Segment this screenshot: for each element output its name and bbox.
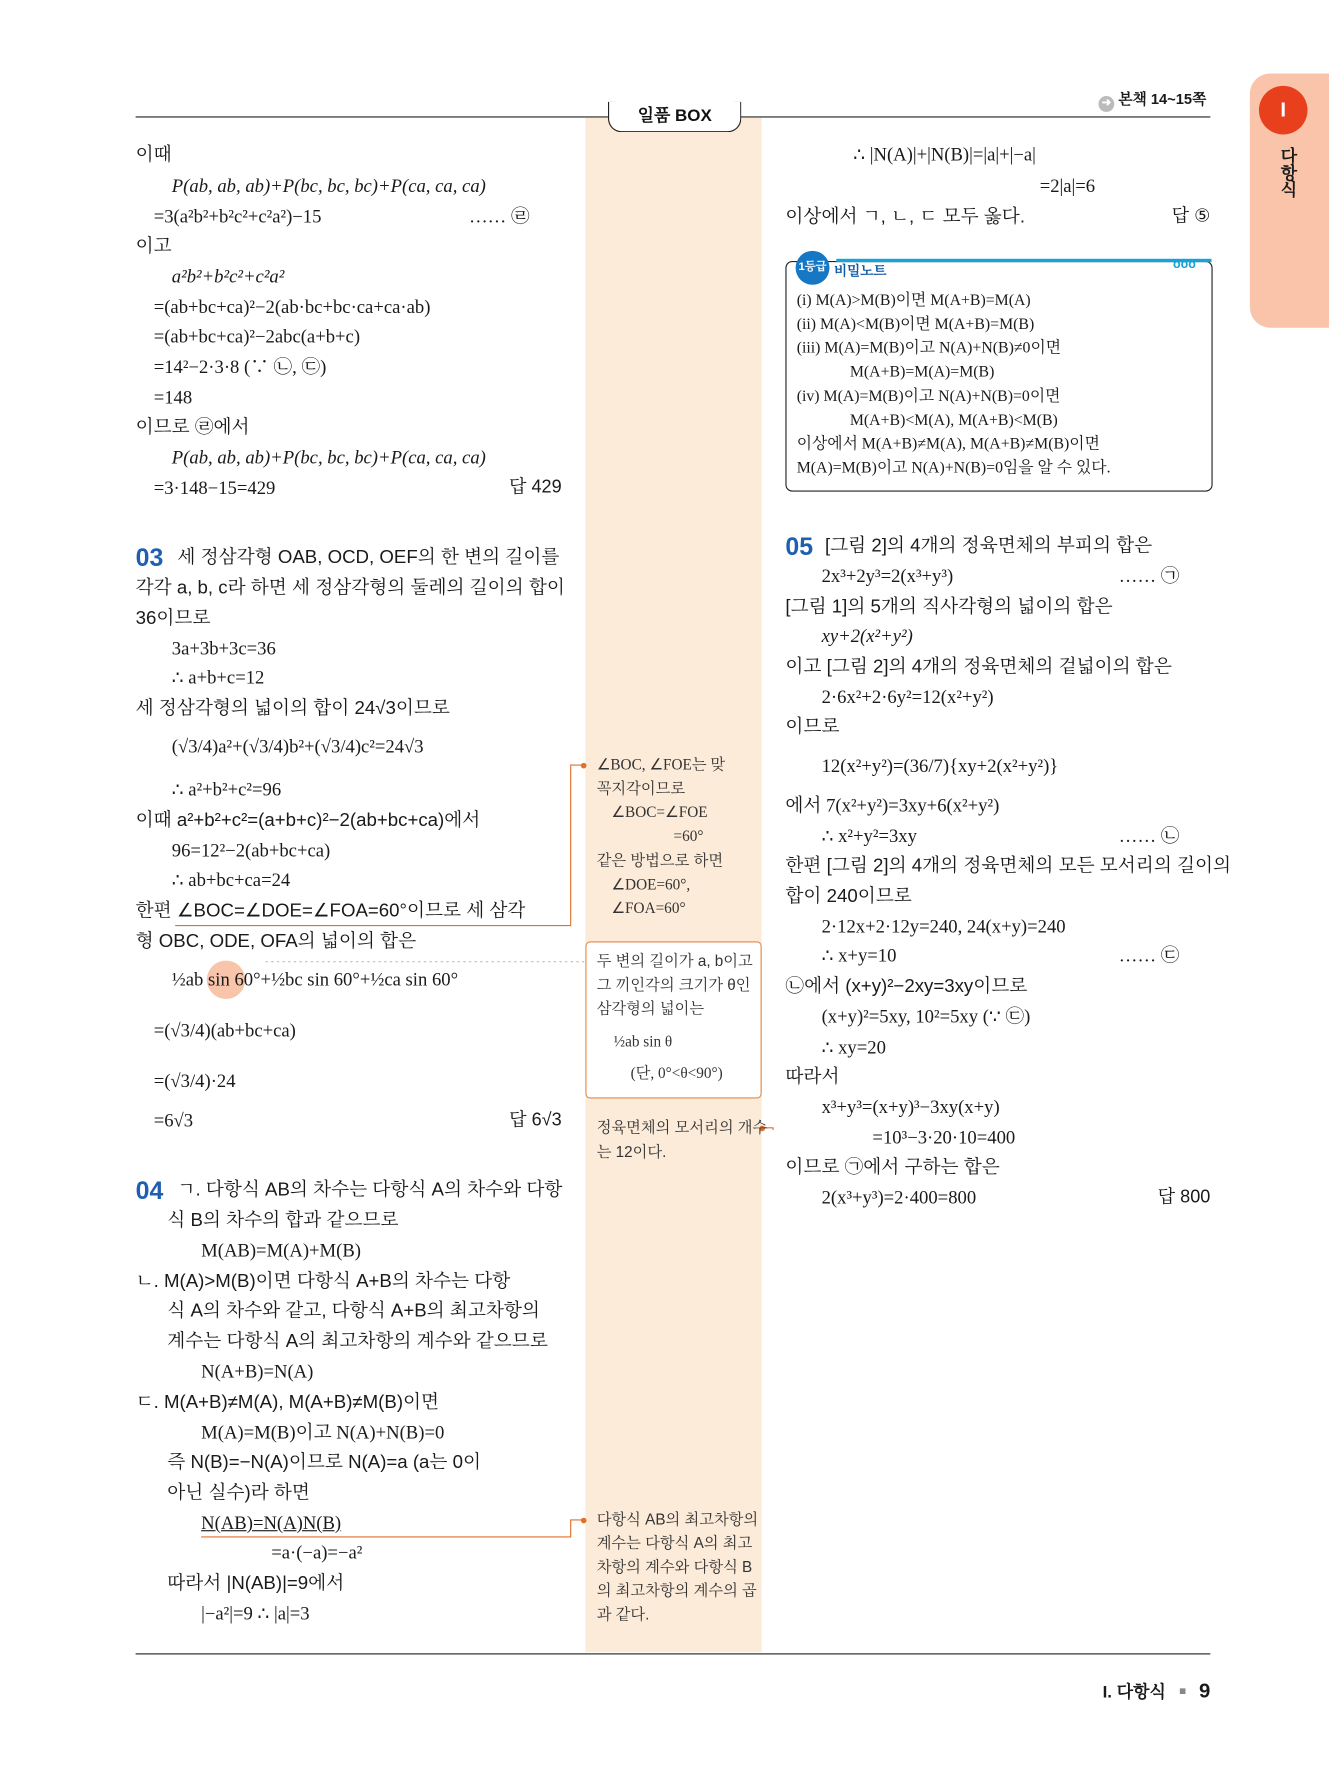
math-line: ∴ a+b+c=12 <box>171 666 265 689</box>
math-line: ∴ ab+bc+ca=24 <box>171 869 291 891</box>
text-line: 이므로 <box>785 716 840 737</box>
math-line: 에서 7(x²+y²)=3xy+6(x²+y²) <box>785 794 1000 816</box>
problem-number: 04 <box>135 1176 164 1205</box>
grade-badge: 1등급 <box>796 251 830 285</box>
math-line: x³+y³=(x+y)³−3xy(x+y) <box>821 1096 1000 1118</box>
footer-rule <box>136 1653 1211 1654</box>
math-line: P(ab, ab, ab)+P(bc, bc, bc)+P(ca, ca, ca) <box>171 175 486 197</box>
math-line: =3(a²b²+b²c²+c²a²)−15 <box>153 205 322 228</box>
math-line: 96=12²−2(ab+bc+ca) <box>171 839 331 862</box>
text-line: 계수는 다항식 A의 최고차항의 계수와 같으므로 <box>167 1331 548 1352</box>
side-note-line: 차항의 계수와 다항식 B <box>596 1558 753 1576</box>
math-line: ∴ a²+b²+c²=96 <box>171 778 282 801</box>
formula-line: 두 변의 길이가 a, b이고 <box>596 952 753 970</box>
answer-label: 답 429 <box>508 478 562 498</box>
text-line: 이므로 ㉣에서 <box>135 417 250 438</box>
page-number: 9 <box>1199 1679 1211 1702</box>
math-line: =(√3/4)·24 <box>153 1070 236 1092</box>
math-line: =(ab+bc+ca)²−2(ab·bc+bc·ca+ca·ab) <box>153 296 431 318</box>
chain-icon: ooo <box>1173 257 1196 272</box>
note-line: (iv) M(A)=M(B)이고 N(A)+N(B)=0이면 <box>796 388 1061 406</box>
text-line: ㄱ. 다항식 AB의 차수는 다항식 A의 차수와 다항 <box>177 1179 563 1201</box>
text-line: 식 A의 차수와 같고, 다항식 A+B의 최고차항의 <box>167 1300 540 1322</box>
text-line: [그림 1]의 5개의 직사각형의 넓이의 합은 <box>785 596 1113 618</box>
math-line: =6√3 <box>153 1109 194 1132</box>
chapter-number: I <box>1259 86 1308 135</box>
math-line: =10³−3·20·10=400 <box>872 1126 1016 1149</box>
note-line: 이상에서 M(A+B)≠M(A), M(A+B)≠M(B)이면 <box>796 436 1100 454</box>
math-line: ∴ xy=20 <box>821 1036 886 1058</box>
side-note-line: 정육면체의 모서리의 개수 <box>596 1118 768 1136</box>
page-ref-text: 본책 14~15쪽 <box>1118 90 1207 108</box>
math-line: ∴ x+y=10 <box>821 944 897 967</box>
note-line: M(A+B)=M(A)=M(B) <box>849 363 995 381</box>
note-line: (i) M(A)>M(B)이면 M(A+B)=M(A) <box>796 292 1031 310</box>
side-note-line: 의 최고차항의 계수의 곱 <box>596 1582 757 1600</box>
text-line: 아닌 실수)라 하면 <box>167 1482 310 1504</box>
equation-marker: …… ㉡ <box>1118 824 1180 847</box>
connector-dot <box>581 763 587 769</box>
text-line: 합이 240이므로 <box>785 885 912 907</box>
math-line: M(AB)=M(A)+M(B) <box>201 1239 361 1262</box>
math-line: 2(x³+y³)=2·400=800 <box>821 1186 977 1209</box>
math-line: 3a+3b+3c=36 <box>171 637 276 659</box>
side-note-line: ∠BOC, ∠FOE는 맞 <box>596 756 726 773</box>
text-line: 즉 N(B)=−N(A)이므로 N(A)=a (a는 0이 <box>167 1452 482 1473</box>
text-line: 36이므로 <box>135 607 211 629</box>
problem-number: 05 <box>785 532 814 561</box>
text-line: ㉡에서 (x+y)²−2xy=3xy이므로 <box>785 976 1028 997</box>
math-line: N(AB)=N(A)N(B) <box>201 1512 342 1534</box>
math-line: ∴ x²+y²=3xy <box>821 824 917 847</box>
side-note-line: 는 12이다. <box>596 1143 667 1161</box>
equation-marker: …… ㉢ <box>1118 944 1180 967</box>
side-note-line: 다항식 AB의 최고차항의 <box>596 1510 759 1528</box>
text-line: 각각 a, b, c라 하면 세 정삼각형의 둘레의 길이의 합이 <box>135 577 565 598</box>
note-line: M(A)=M(B)이고 N(A)+N(B)=0임을 알 수 있다. <box>796 459 1111 477</box>
math-line: a²b²+b²c²+c²a² <box>171 265 285 288</box>
note-line: (iii) M(A)=M(B)이고 N(A)+N(B)≠0이면 <box>796 340 1062 358</box>
math-line: 2·12x+2·12y=240, 24(x+y)=240 <box>821 915 1066 937</box>
text-line: 이고 [그림 2]의 4개의 정육면체의 겉넓이의 합은 <box>785 656 1172 677</box>
math-line: =148 <box>153 386 193 408</box>
math-line: (x+y)²=5xy, 10²=5xy (∵ ㉢) <box>821 1005 1031 1028</box>
math-line: (√3/4)a²+(√3/4)b²+(√3/4)c²=24√3 <box>171 735 424 758</box>
math-line: =a·(−a)=−a² <box>271 1541 363 1563</box>
side-note-line: 꼭지각이므로 <box>596 779 686 797</box>
text-line: 이때 <box>135 144 172 165</box>
text-line: 이상에서 ㄱ, ㄴ, ㄷ 모두 옳다. <box>785 206 1026 228</box>
text-line: [그림 2]의 4개의 정육면체의 부피의 합은 <box>824 535 1153 557</box>
text-line: 이때 a²+b²+c²=(a+b+c)²−2(ab+bc+ca)에서 <box>135 810 481 831</box>
text-line: ㄷ. M(A+B)≠M(A), M(A+B)≠M(B)이면 <box>135 1392 440 1413</box>
text-line: 형 OBC, ODE, OFA의 넓이의 합은 <box>135 931 417 952</box>
math-line: 12(x²+y²)=(36/7){xy+2(x²+y²)} <box>821 754 1059 777</box>
connector-line <box>201 1520 585 1537</box>
math-line: N(A+B)=N(A) <box>201 1360 314 1383</box>
formula-line: (단, 0°<θ<90°) <box>630 1064 723 1082</box>
chapter-title: 다항식 <box>1278 146 1298 198</box>
text-line: 세 정삼각형 OAB, OCD, OEF의 한 변의 길이를 <box>177 546 560 568</box>
math-line: =14²−2·3·8 (∵ ㉡, ㉢) <box>153 355 327 378</box>
box-label: 일품 BOX <box>608 102 741 133</box>
side-note-line: 과 같다. <box>596 1605 650 1623</box>
math-line: ½ab sin 60°+½bc sin 60°+½ca sin 60° <box>171 968 459 990</box>
math-line: xy+2(x²+y²) <box>821 624 913 647</box>
formula-line: ½ab sin θ <box>613 1032 673 1050</box>
math-line: 2·6x²+2·6y²=12(x²+y²) <box>821 685 994 708</box>
side-note-line: ∠FOA=60° <box>611 899 686 917</box>
side-note-line: 같은 방법으로 하면 <box>596 852 724 870</box>
equation-marker: …… ㉣ <box>468 205 530 228</box>
math-line: =2|a|=6 <box>1039 175 1096 197</box>
footer-chapter: I. 다항식 <box>1102 1682 1166 1702</box>
text-line: 한편 ∠BOC=∠DOE=∠FOA=60°이므로 세 삼각 <box>135 900 526 922</box>
math-line: |−a²|=9 ∴ |a|=3 <box>201 1602 310 1624</box>
note-title: 비밀노트 <box>834 263 887 280</box>
text-line: 따라서 |N(AB)|=9에서 <box>167 1573 345 1594</box>
problem-number: 03 <box>135 543 164 572</box>
math-line: =3·148−15=429 <box>153 476 276 499</box>
answer-label: 답 800 <box>1157 1187 1211 1207</box>
note-line: (ii) M(A)<M(B)이면 M(A+B)=M(B) <box>796 316 1035 334</box>
arrow-circle-icon: ➜ <box>1098 96 1114 112</box>
text-line: ㄴ. M(A)>M(B)이면 다항식 A+B의 차수는 다항 <box>135 1271 511 1292</box>
side-note-line: ∠BOC=∠FOE <box>611 803 708 821</box>
note-title-bar <box>836 259 1211 262</box>
side-note-line: 계수는 다항식 A의 최고 <box>596 1534 753 1552</box>
answer-label: 답 ⑤ <box>1171 206 1211 227</box>
text-line: 세 정삼각형의 넓이의 합이 24√3이므로 <box>135 698 450 719</box>
side-note-line: ∠DOE=60°, <box>611 875 691 893</box>
answer-label: 답 6√3 <box>509 1110 562 1131</box>
formula-line: 그 끼인각의 크기가 θ인 <box>596 976 751 994</box>
math-line: 2x³+2y³=2(x³+y³) <box>821 565 954 587</box>
math-line: ∴ |N(A)|+|N(B)|=|a|+|−a| <box>853 143 1036 165</box>
text-line: 이므로 ㉠에서 구하는 합은 <box>785 1157 1000 1178</box>
connector-dot <box>581 1518 587 1524</box>
note-line: M(A+B)<M(A), M(A+B)<M(B) <box>849 412 1058 430</box>
text-line: 이고 <box>135 236 172 257</box>
formula-line: 삼각형의 넓이는 <box>596 1000 705 1018</box>
footer-separator <box>1180 1688 1186 1694</box>
math-line: P(ab, ab, ab)+P(bc, bc, bc)+P(ca, ca, ca) <box>171 446 486 468</box>
text-line: 따라서 <box>785 1066 840 1088</box>
math-line: =(ab+bc+ca)²−2abc(a+b+c) <box>153 325 361 347</box>
side-note-line: =60° <box>673 827 704 845</box>
math-line: =(√3/4)(ab+bc+ca) <box>153 1019 296 1041</box>
text-line: 한편 [그림 2]의 4개의 정육면체의 모든 모서리의 길이의 <box>785 855 1232 876</box>
text-line: 식 B의 차수의 합과 같으므로 <box>167 1210 399 1231</box>
math-line: M(A)=M(B)이고 N(A)+N(B)=0 <box>201 1421 445 1444</box>
equation-marker: …… ㉠ <box>1118 565 1180 587</box>
connector-line <box>175 765 585 925</box>
footer <box>1103 1679 1211 1704</box>
